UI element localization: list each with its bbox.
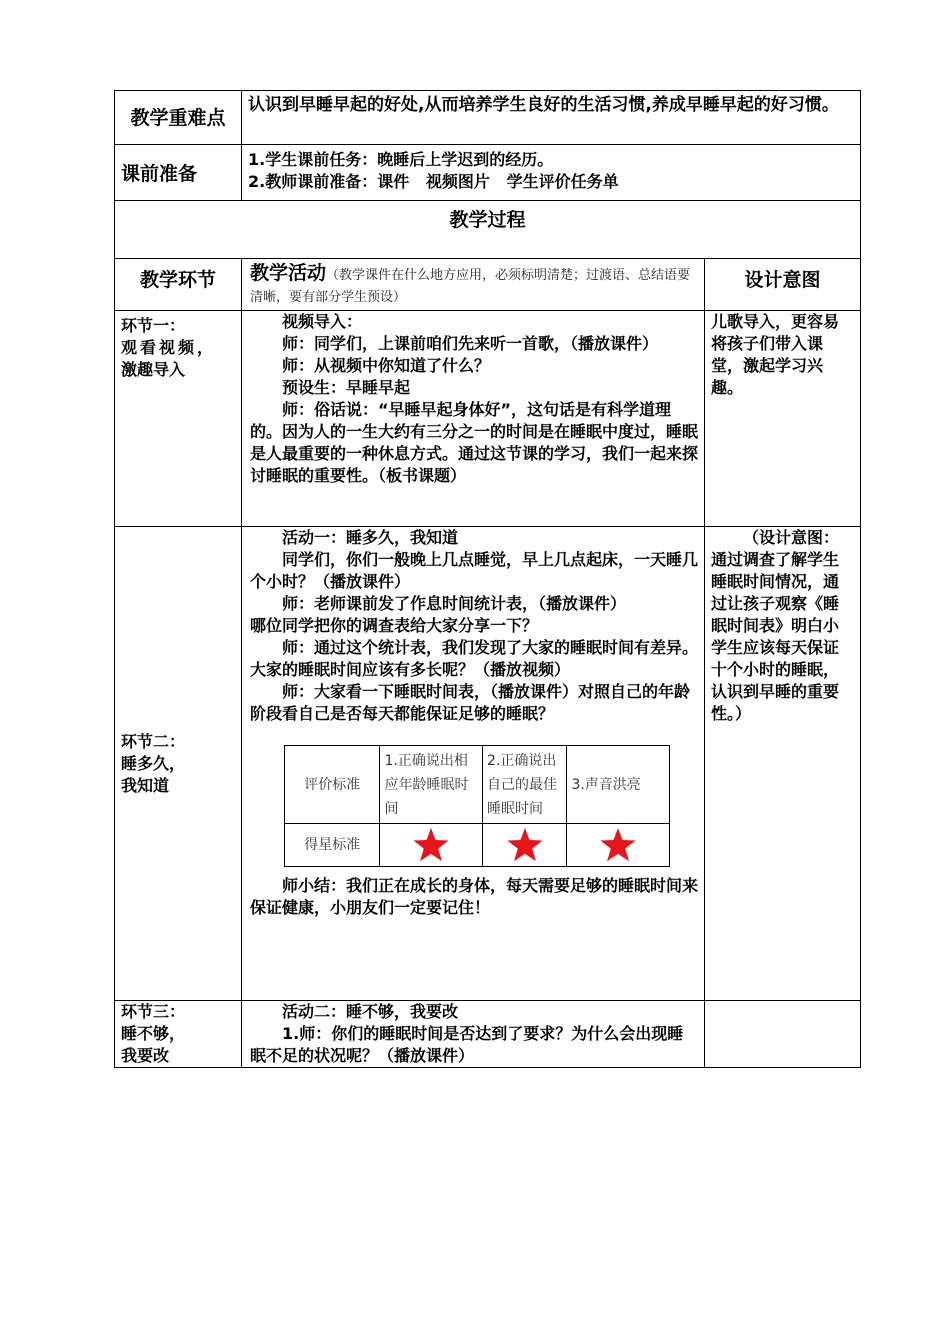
stars-label: 得星标准: [285, 824, 380, 867]
stage-2-label-line: 睡多久，: [121, 753, 186, 773]
evaluation-table: [284, 745, 670, 867]
process-title-row: [115, 201, 861, 259]
preparation-content: [242, 145, 861, 201]
activity-header-text: 教学活动: [250, 262, 327, 284]
column-header-row: [115, 259, 861, 311]
paragraph: 同学们，你们一般晚上几点睡觉，早上几点起床，一天睡几个小时？（播放课件）: [250, 550, 699, 591]
star-icon: [599, 826, 637, 864]
stage-1-activity: [242, 311, 705, 527]
criteria-row: [285, 746, 670, 824]
process-title: 教学过程: [115, 201, 861, 259]
criteria-item: 1.正确说出相应年龄睡眠时间: [380, 746, 483, 824]
paragraph: 预设生：早睡早起: [282, 378, 411, 397]
stage-2-intent-text: （设计意图：通过调查了解学生睡眠时间情况，通过让孩子观察《睡眠时间表》明白小学生应该每天保证十个小时的睡眠，认识到早睡的重要性。）: [711, 528, 840, 723]
paragraph: 师：同学们，上课前咱们先来听一首歌，（播放课件）: [282, 334, 659, 353]
paragraph: 视频导入：: [282, 312, 363, 331]
stage-1-intent: 儿歌导入，更容易将孩子们带入课堂，激起学习兴趣。: [705, 311, 861, 527]
stage-3-label-line: 我要改: [121, 1046, 170, 1065]
stage-3-activity: [242, 1001, 705, 1068]
lesson-plan-table: [114, 90, 861, 1068]
paragraph: 师：俗话说：“早睡早起身体好”，这句话是有科学道理的。因为人的一生大约有三分之一的时间是在睡眠中度过，睡眠是人最重要的一种休息方式。通过这节课的学习，我们一起来探讨睡眠的重要性。（板书课题）: [250, 400, 699, 485]
stage-2-summary: 师小结：我们正在成长的身体，每天需要足够的睡眠时间来保证健康，小朋友们一定要记住！: [250, 876, 699, 917]
paragraph: 师：从视频中你知道了什么？: [282, 356, 491, 375]
stage-1-row: [115, 311, 861, 527]
key-points-content: 认识到早睡早起的好处,从而培养学生良好的生活习惯,养成早睡早起的好习惯。: [242, 91, 861, 145]
star-cell: [567, 824, 670, 867]
star-cell: [380, 824, 483, 867]
stage-1-label-line: 环节一：: [121, 316, 186, 335]
star-cell: [483, 824, 567, 867]
key-points-label: 教学重难点: [115, 91, 242, 145]
criteria-label: 评价标准: [285, 746, 380, 824]
preparation-label: 课前准备: [115, 145, 242, 201]
stars-row: [285, 824, 670, 867]
stage-2-label-line: 我知道: [121, 775, 170, 795]
stage-2-activity: [242, 527, 705, 1001]
stage-2-label: [115, 527, 242, 1001]
paragraph: 活动二：睡不够，我要改: [282, 1002, 459, 1021]
paragraph: 师：大家看一下睡眠时间表，（播放课件）对照自己的年龄阶段看自己是否每天都能保证足够的睡眠？: [250, 682, 691, 723]
stage-2-row: [115, 527, 861, 1001]
stage-3-label: [115, 1001, 242, 1068]
star-icon: [412, 826, 450, 864]
preparation-line-2: 2.教师课前准备：课件 视频图片 学生评价任务单: [248, 172, 619, 191]
paragraph: 活动一：睡多久，我知道: [282, 528, 459, 547]
stage-3-intent: [705, 1001, 861, 1068]
activity-header-note: （教学课件在什么地方应用，必须标明清楚；过渡语、总结语要清晰，要有部分学生预设）: [250, 268, 691, 305]
intent-column-header: 设计意图: [705, 259, 861, 311]
criteria-item: 2.正确说出自己的最佳睡眠时间: [483, 746, 567, 824]
stage-2-label-line: 环节二：: [121, 731, 186, 751]
stage-2-intent: [705, 527, 861, 1001]
preparation-line-1: 1.学生课前任务：晚睡后上学迟到的经历。: [248, 150, 554, 169]
paragraph: 师：老师课前发了作息时间统计表，（播放课件）: [282, 594, 627, 613]
criteria-item: 3.声音洪亮: [567, 746, 670, 824]
stage-1-label: [115, 311, 242, 527]
stage-1-label-line: 观看视频，: [121, 338, 217, 357]
preparation-row: [115, 145, 861, 201]
stage-3-row: [115, 1001, 861, 1068]
paragraph: 1.师：你们的睡眠时间是否达到了要求？为什么会出现睡眠不足的状况呢？（播放课件）: [250, 1024, 684, 1065]
stage-column-header: 教学环节: [115, 259, 242, 311]
star-icon: [506, 826, 544, 864]
activity-column-header: [242, 259, 705, 311]
stage-3-label-line: 环节三：: [121, 1002, 186, 1021]
stage-1-label-line: 激趣导入: [121, 360, 186, 379]
paragraph: 哪位同学把你的调查表给大家分享一下？: [250, 616, 539, 635]
stage-3-label-line: 睡不够，: [121, 1024, 186, 1043]
key-points-row: [115, 91, 861, 145]
paragraph: 师：通过这个统计表，我们发现了大家的睡眠时间有差异。大家的睡眠时间应该有多长呢？（播放视频）: [250, 638, 699, 679]
